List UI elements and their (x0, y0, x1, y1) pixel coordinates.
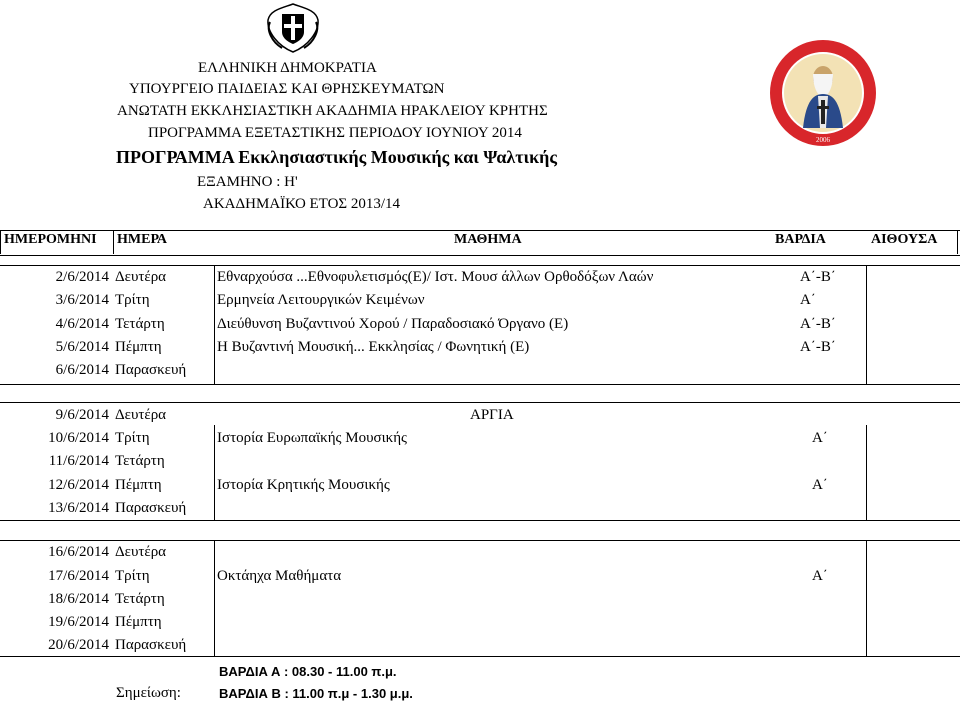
row-day: Παρασκευή (115, 637, 187, 653)
header-divider (957, 230, 958, 254)
row-day: Παρασκευή (115, 362, 187, 378)
row-shift: Α΄-Β΄ (800, 316, 836, 332)
note-shift-b: ΒΑΡΔΙΑ Β : 11.00 π.μ - 1.30 μ.μ. (219, 686, 413, 701)
week-divider (0, 520, 960, 521)
header-semester: ΕΞΑΜΗΝΟ : Η' (197, 174, 298, 190)
header-academic-year: ΑΚΑΔΗΜΑΪΚΟ ΕΤΟΣ 2013/14 (203, 196, 401, 212)
academy-seal-icon (768, 38, 878, 148)
svg-text:2006: 2006 (816, 136, 830, 144)
row-shift: Α΄ (812, 477, 828, 493)
row-date: 20/6/2014 (48, 637, 109, 653)
column-header-day: ΗΜΕΡΑ (117, 232, 168, 247)
row-day: Δευτέρα (115, 269, 167, 285)
row-day: Δευτέρα (115, 407, 167, 423)
row-date: 16/6/2014 (48, 544, 109, 560)
row-date: 18/6/2014 (48, 591, 109, 607)
header-divider (0, 230, 1, 254)
row-day: Δευτέρα (115, 544, 167, 560)
table-row (0, 404, 960, 427)
table-row (0, 474, 960, 497)
row-date: 5/6/2014 (55, 339, 109, 355)
row-day: Πέμπτη (115, 477, 162, 493)
row-subject: Εθναρχούσα ...Εθνοφυλετισμός(Ε)/ Ιστ. Μουσ άλλων Ορθοδόξων Λαών (217, 269, 654, 285)
table-row (0, 588, 960, 611)
week-divider (0, 384, 960, 385)
greek-coat-of-arms-icon (262, 2, 324, 54)
row-date: 4/6/2014 (55, 316, 109, 332)
row-shift: Α΄-Β΄ (800, 269, 836, 285)
row-day: Τρίτη (115, 292, 150, 308)
table-row (0, 611, 960, 634)
row-date: 17/6/2014 (48, 568, 109, 584)
column-header-shift: ΒΑΡΔΙΑ (775, 232, 826, 247)
column-header-date: ΗΜΕΡΟΜΗΝΙ (4, 232, 97, 247)
holiday-label: ΑΡΓΙΑ (470, 407, 514, 423)
row-day: Τετάρτη (115, 316, 165, 332)
row-subject: Η Βυζαντινή Μουσική... Εκκλησίας / Φωνητική (Ε) (217, 339, 530, 355)
row-day: Τετάρτη (115, 453, 165, 469)
row-subject: Ιστορία Κρητικής Μουσικής (217, 477, 390, 493)
row-subject: Ερμηνεία Λειτουργικών Κειμένων (217, 292, 425, 308)
row-day: Πέμπτη (115, 614, 162, 630)
header-exam-period: ΠΡΟΓΡΑΜΜΑ ΕΞΕΤΑΣΤΙΚΗΣ ΠΕΡΙΟΔΟΥ ΙΟΥΝΙΟΥ 2014 (148, 125, 522, 141)
page-title: ΠΡΟΓΡΑΜΜΑ Εκκλησιαστικής Μουσικής και Ψαλτικής (116, 147, 557, 167)
table-row (0, 289, 960, 312)
table-row (0, 427, 960, 450)
row-date: 12/6/2014 (48, 477, 109, 493)
table-row (0, 497, 960, 520)
row-date: 10/6/2014 (48, 430, 109, 446)
table-row (0, 266, 960, 289)
row-day: Τρίτη (115, 430, 150, 446)
note-label: Σημείωση: (116, 685, 181, 701)
note-shift-a: ΒΑΡΔΙΑ Α : 08.30 - 11.00 π.μ. (219, 664, 397, 679)
row-date: 13/6/2014 (48, 500, 109, 516)
header-divider (113, 230, 114, 254)
row-subject: Διεύθυνση Βυζαντινού Χορού / Παραδοσιακό Όργανο (Ε) (217, 316, 569, 332)
row-date: 9/6/2014 (55, 407, 109, 423)
row-shift: Α΄-Β΄ (800, 339, 836, 355)
table-row (0, 359, 960, 382)
row-shift: Α΄ (812, 568, 828, 584)
table-row (0, 450, 960, 473)
week-divider (0, 402, 960, 403)
table-row (0, 634, 960, 657)
table-row (0, 313, 960, 336)
row-shift: Α΄ (800, 292, 816, 308)
row-date: 19/6/2014 (48, 614, 109, 630)
table-row (0, 336, 960, 359)
row-subject: Οκτάηχα Μαθήματα (217, 568, 342, 584)
table-row (0, 565, 960, 588)
row-shift: Α΄ (812, 430, 828, 446)
header-ministry: ΥΠΟΥΡΓΕΙΟ ΠΑΙΔΕΙΑΣ ΚΑΙ ΘΡΗΣΚΕΥΜΑΤΩΝ (129, 81, 445, 97)
row-date: 3/6/2014 (55, 292, 109, 308)
row-date: 11/6/2014 (48, 453, 109, 469)
column-header-room: ΑΙΘΟΥΣΑ (871, 232, 938, 247)
table-row (0, 541, 960, 564)
row-day: Τετάρτη (115, 591, 165, 607)
row-day: Παρασκευή (115, 500, 187, 516)
header-academy: ΑΝΩΤΑΤΗ ΕΚΚΛΗΣΙΑΣΤΙΚΗ ΑΚΑΔΗΜΙΑ ΗΡΑΚΛΕΙΟΥ ΚΡΗΤΗΣ (117, 103, 548, 119)
row-day: Τρίτη (115, 568, 150, 584)
header-country: ΕΛΛΗΝΙΚΗ ΔΗΜΟΚΡΑΤΙΑ (198, 60, 377, 76)
row-day: Πέμπτη (115, 339, 162, 355)
row-date: 2/6/2014 (55, 269, 109, 285)
column-header-subject: ΜΑΘΗΜΑ (454, 232, 522, 247)
row-date: 6/6/2014 (55, 362, 109, 378)
row-subject: Ιστορία Ευρωπαϊκής Μουσικής (217, 430, 407, 446)
